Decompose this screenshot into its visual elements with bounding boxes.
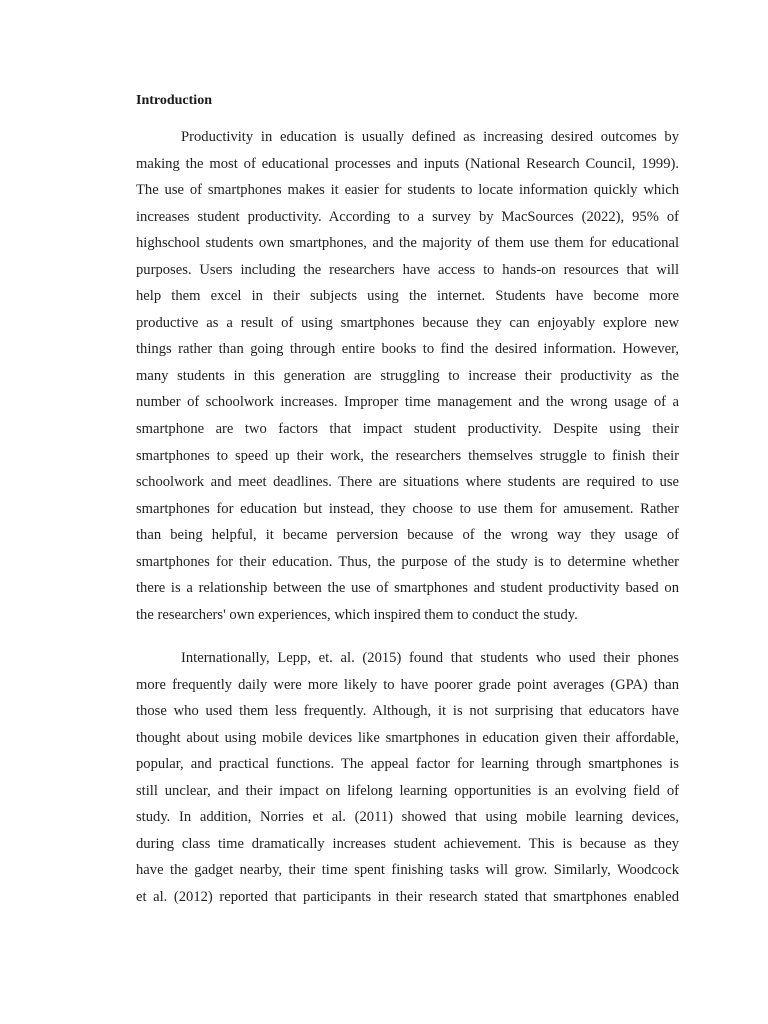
section-heading: Introduction bbox=[136, 93, 212, 108]
paragraph-line: making the most of educational processes and inputs (National Research Council, 1999). bbox=[136, 155, 679, 172]
paragraph-line: smartphones for education but instead, they choose to use them for amusement. Rather bbox=[136, 500, 679, 517]
paragraph-line: have the gadget nearby, their time spent finishing tasks will grow. Similarly, Woodcock bbox=[136, 862, 679, 879]
paragraph-line: et al. (2012) reported that participants in their research stated that smartphones enabled bbox=[136, 888, 679, 905]
paragraph-line: those who used them less frequently. Although, it is not surprising that educators have bbox=[136, 703, 679, 720]
paragraph-line: highschool students own smartphones, and the majority of them use them for educational bbox=[136, 235, 679, 252]
paragraph-line: popular, and practical functions. The appeal factor for learning through smartphones is bbox=[136, 756, 679, 773]
paragraph-line: still unclear, and their impact on lifelong learning opportunities is an evolving field of bbox=[136, 782, 679, 799]
paragraph-2 bbox=[136, 645, 679, 910]
paragraph-line: Productivity in education is usually defined as increasing desired outcomes by bbox=[181, 129, 679, 145]
paragraph-1 bbox=[136, 124, 679, 628]
paragraph-line: help them excel in their subjects using the internet. Students have become more bbox=[136, 288, 679, 305]
paragraph-line: thought about using mobile devices like smartphones in education given their affordable, bbox=[136, 729, 679, 746]
paragraph-line: there is a relationship between the use of smartphones and student productivity based on bbox=[136, 580, 679, 597]
paragraph-line: things rather than going through entire books to find the desired information. However, bbox=[136, 341, 679, 358]
paragraph-line: study. In addition, Norries et al. (2011) showed that using mobile learning devices, bbox=[136, 809, 679, 826]
paragraph-line: The use of smartphones makes it easier for students to locate information quickly which bbox=[136, 182, 679, 199]
paragraph-line: than being helpful, it became perversion because of the wrong way they usage of bbox=[136, 527, 679, 544]
paragraph-line: more frequently daily were more likely to have poorer grade point averages (GPA) than bbox=[136, 676, 679, 693]
paragraph-line: the researchers' own experiences, which inspired them to conduct the study. bbox=[136, 606, 578, 623]
paragraph-line: number of schoolwork increases. Improper time management and the wrong usage of a bbox=[136, 394, 679, 411]
paragraph-line: smartphones to speed up their work, the researchers themselves struggle to finish their bbox=[136, 447, 679, 464]
paragraph-line: smartphone are two factors that impact student productivity. Despite using their bbox=[136, 421, 679, 438]
paragraph-line: smartphones for their education. Thus, the purpose of the study is to determine whether bbox=[136, 553, 679, 570]
paragraph-line: productive as a result of using smartphones because they can enjoyably explore new bbox=[136, 314, 679, 331]
paragraph-line: purposes. Users including the researchers have access to hands-on resources that will bbox=[136, 261, 679, 278]
paragraph-line: Internationally, Lepp, et. al. (2015) found that students who used their phones bbox=[181, 650, 679, 666]
paragraph-line: during class time dramatically increases student achievement. This is because as they bbox=[136, 835, 679, 852]
paragraph-line: increases student productivity. According to a survey by MacSources (2022), 95% of bbox=[136, 208, 679, 225]
paragraph-line: many students in this generation are struggling to increase their productivity as the bbox=[136, 367, 679, 384]
paragraph-line: schoolwork and meet deadlines. There are situations where students are required to use bbox=[136, 474, 679, 491]
